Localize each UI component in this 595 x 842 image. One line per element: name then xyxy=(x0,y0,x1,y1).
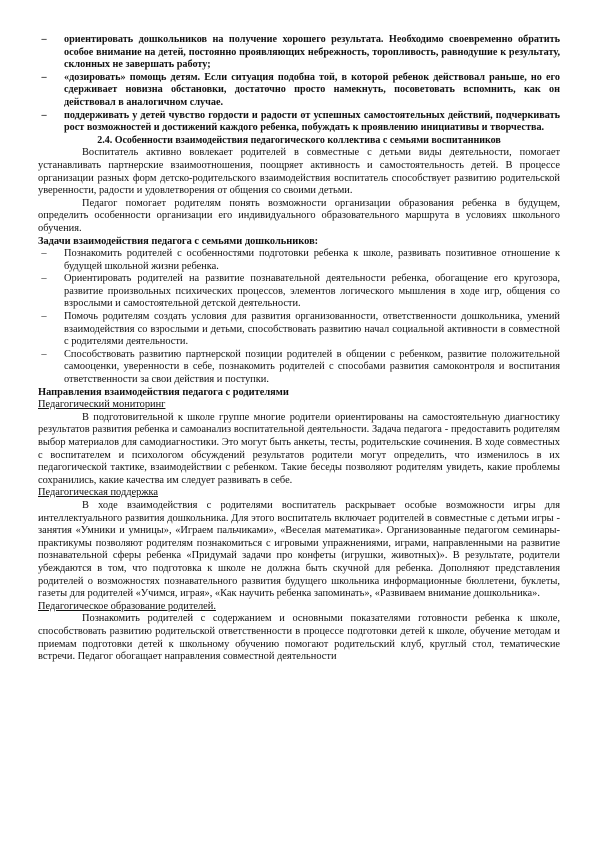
support-paragraph: В ходе взаимодействия с родителями воспитатель раскрывает особые возможности игры для интеллектуального развития дошкольника. Для этого воспитатель включает родителей в совместные с детьми игры - занятия «Умники и умницы», «Играем пальчиками», «Веселая математика». Организованные педагогом семинары-практикумы позволяют родителям познакомиться с игровыми упражнениями, играми, направленными на развитие познавательной сферы ребенка «Придумай задачи про конфеты (игрушки, животных)». В результате, родители убеждаются в том, что подготовка к школе не должна быть скучной для ребенка. Дополняют представления родителей о возможностях познавательного развития будущего школьника информационные бюллетени, буклеты, газеты для родителей «Учимся, играя», «Как научить ребенка запоминать», «Развиваем внимание дошкольника». xyxy=(38,499,560,600)
list-item-text: «дозировать» помощь детям. Если ситуация подобна той, в которой ребенок действовал раньше, но его сдерживает новизна обстановки, достаточно просто намекнуть, посоветовать вспомнить, как он действовал в аналогичном случае. xyxy=(64,71,560,108)
task-item xyxy=(38,349,560,387)
task-item xyxy=(38,311,560,349)
intro-paragraph: Педагог помогает родителям понять возможности организации образования ребенка в будущем, определить особенности организации его индивидуального образовательного маршрута в условиях школьного обучения. xyxy=(38,197,560,234)
bullet-dash: – xyxy=(41,273,47,285)
bullet-dash: – xyxy=(41,109,47,121)
directions-heading: Направления взаимодействия педагога с родителями xyxy=(38,386,289,398)
tasks-heading: Задачи взаимодействия педагога с семьями дошкольников: xyxy=(38,235,319,247)
list-item xyxy=(38,72,560,110)
task-item xyxy=(38,248,560,273)
document-page xyxy=(38,34,560,664)
task-item xyxy=(38,273,560,311)
monitoring-paragraph: В подготовительной к школе группе многие родители ориентированы на самостоятельную диагностику результатов развития ребенка и самоанализ воспитательной деятельности. Задача педагога - предоставить родителям выбор материалов для самодиагностики. Это могут быть анкеты, тесты, родительские сочинения. В ходе совместных с воспитателем и психологом обсуждений результатов родители могут определить, что изменилось в их педагогической тактике, взаимодействии с ребенком. Такие беседы позволяют родителям увидеть, какие проблемы сохранились, какие качества им следует развивать в себе. xyxy=(38,411,560,486)
bullet-dash: – xyxy=(41,348,47,360)
bullet-dash: – xyxy=(41,248,47,260)
list-item-text: поддерживать у детей чувство гордости и радости от успешных самостоятельных действий, подчеркивать рост возможностей и достижений каждого ребенка, побуждать к проявлению инициативы и творчества. xyxy=(64,109,560,134)
list-item xyxy=(38,110,560,135)
subsection-title-support: Педагогическая поддержка xyxy=(38,487,159,499)
bullet-dash: – xyxy=(41,71,47,83)
task-item-text: Помочь родителям создать условия для развития организованности, ответственности дошкольника, умений взаимодействия со взрослыми и детьми, способствовать развитию начал социальной активности в совместной с родителями деятельности. xyxy=(64,311,560,348)
bullet-dash: – xyxy=(41,311,47,323)
task-item-text: Способствовать развитию партнерской позиции родителей в общении с ребенком, развитие положительной самооценки, уверенности в себе, познакомить родителей с способами развития самоконтроля и воспитания ответственности за свои действия и поступки. xyxy=(64,348,560,386)
task-item-text: Ориентировать родителей на развитие познавательной деятельности ребенка, обогащение его кругозора, развитие произвольных психических процессов, элементов логического мышления в ходе игр, общения со взрослыми и самостоятельной детской деятельности. xyxy=(64,273,560,310)
list-item-text: ориентировать дошкольников на получение хорошего результата. Необходимо своевременно обратить особое внимание на детей, постоянно проявляющих небрежность, торопливость, равнодушие к результату, склонных не завершать работу; xyxy=(64,34,560,71)
list-item xyxy=(38,34,560,72)
section-title: 2.4. Особенности взаимодействия педагогического коллектива с семьями воспитанников xyxy=(97,134,501,146)
bullet-dash: – xyxy=(41,34,47,45)
subsection-title-education: Педагогическое образование родителей. xyxy=(38,600,216,612)
task-item-text: Познакомить родителей с особенностями подготовки ребенка к школе, развивать позитивное отношение к будущей школьной жизни ребенка. xyxy=(64,248,560,272)
subsection-title-monitoring: Педагогический мониторинг xyxy=(38,399,166,411)
intro-paragraph: Воспитатель активно вовлекает родителей в совместные с детьми виды деятельности, помогает устанавливать партнерские взаимоотношения, поощряет активность и самостоятельность детей. В процессе организации разных форм детско-родительского взаимодействия воспитатель способствует развитию родительской уверенности, радости и удовлетворения от общения со своими детьми. xyxy=(38,147,560,197)
education-paragraph: Познакомить родителей с содержанием и основными показателями готовности ребенка к школе, способствовать развитию родительской ответственности в процессе подготовки детей к школе, обучение методам и приемам подготовки детей к школьному обучению помогают родительский клуб, круглый стол, тематические встречи. Педагог обогащает направления совместной деятельности xyxy=(38,613,560,663)
